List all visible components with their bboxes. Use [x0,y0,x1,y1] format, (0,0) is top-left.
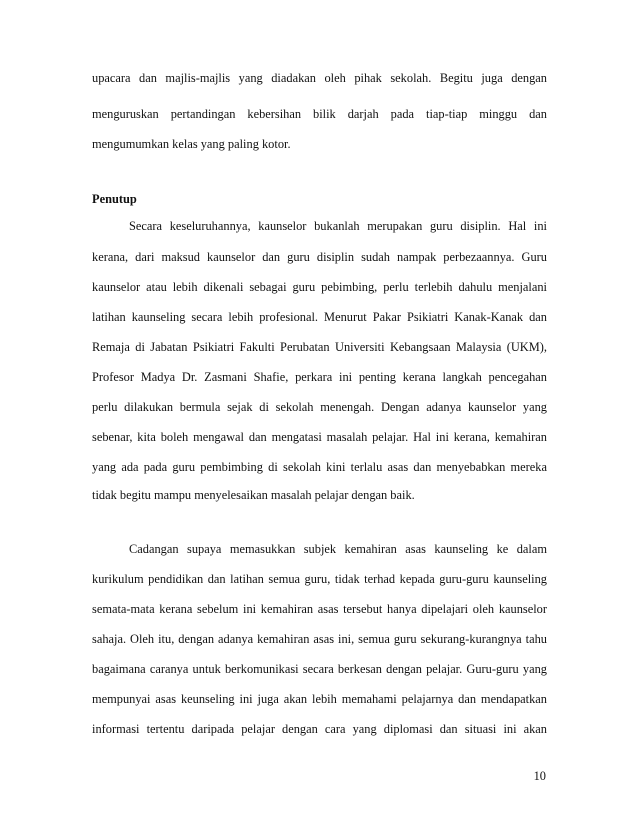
paragraph-2-line-10: tidak begitu mampu menyelesaikan masalah pelajar dengan baik. [92,488,415,502]
paragraph-2-line-7: perlu dilakukan bermula sejak di sekolah menengah. Dengan adanya kaunselor yang [92,400,547,414]
paragraph-3-line-2: kurikulum pendidikan dan latihan semua guru, tidak terhad kepada guru-guru kaunseling [92,572,547,586]
paragraph-3-line-3: semata-mata kerana sebelum ini kemahiran asas tersebut hanya dipelajari oleh kaunselor [92,602,547,616]
paragraph-3-line-1: Cadangan supaya memasukkan subjek kemahiran asas kaunseling ke dalam [129,542,547,556]
paragraph-3-line-6: mempunyai asas keunseling ini juga akan lebih memahami pelajarnya dan mendapatkan [92,692,547,706]
paragraph-3-line-4: sahaja. Oleh itu, dengan adanya kemahiran asas ini, semua guru sekurang-kurangnya tahu [92,632,547,646]
paragraph-2-line-8: sebenar, kita boleh mengawal dan mengatasi masalah pelajar. Hal ini kerana, kemahiran [92,430,547,444]
paragraph-3-line-5: bagaimana caranya untuk berkomunikasi secara berkesan dengan pelajar. Guru-guru yang [92,662,547,676]
page-number: 10 [533,769,546,783]
paragraph-1-line-3: mengumumkan kelas yang paling kotor. [92,137,291,151]
paragraph-2-line-6: Profesor Madya Dr. Zasmani Shafie, perkara ini penting kerana langkah pencegahan [92,370,547,384]
section-heading: Penutup [92,192,137,206]
paragraph-1-line-1: upacara dan majlis-majlis yang diadakan oleh pihak sekolah. Begitu juga dengan [92,71,547,85]
paragraph-2-line-5: Remaja di Jabatan Psikiatri Fakulti Perubatan Universiti Kebangsaan Malaysia (UKM), [92,340,547,354]
paragraph-3-line-7: informasi tertentu daripada pelajar dengan cara yang diplomasi dan situasi ini akan [92,722,547,736]
paragraph-2-line-4: latihan kaunseling secara lebih profesional. Menurut Pakar Psikiatri Kanak-Kanak dan [92,310,547,324]
paragraph-1-line-2: menguruskan pertandingan kebersihan bilik darjah pada tiap-tiap minggu dan [92,107,547,121]
paragraph-2-line-9: yang ada pada guru pembimbing di sekolah kini terlalu asas dan menyebabkan mereka [92,460,547,474]
paragraph-2-line-1: Secara keseluruhannya, kaunselor bukanlah merupakan guru disiplin. Hal ini [129,219,547,233]
paragraph-2-line-3: kaunselor atau lebih dikenali sebagai guru pebimbing, perlu terlebih dahulu menjalani [92,280,547,294]
paragraph-2-line-2: kerana, dari maksud kaunselor dan guru disiplin sudah nampak perbezaannya. Guru [92,250,547,264]
